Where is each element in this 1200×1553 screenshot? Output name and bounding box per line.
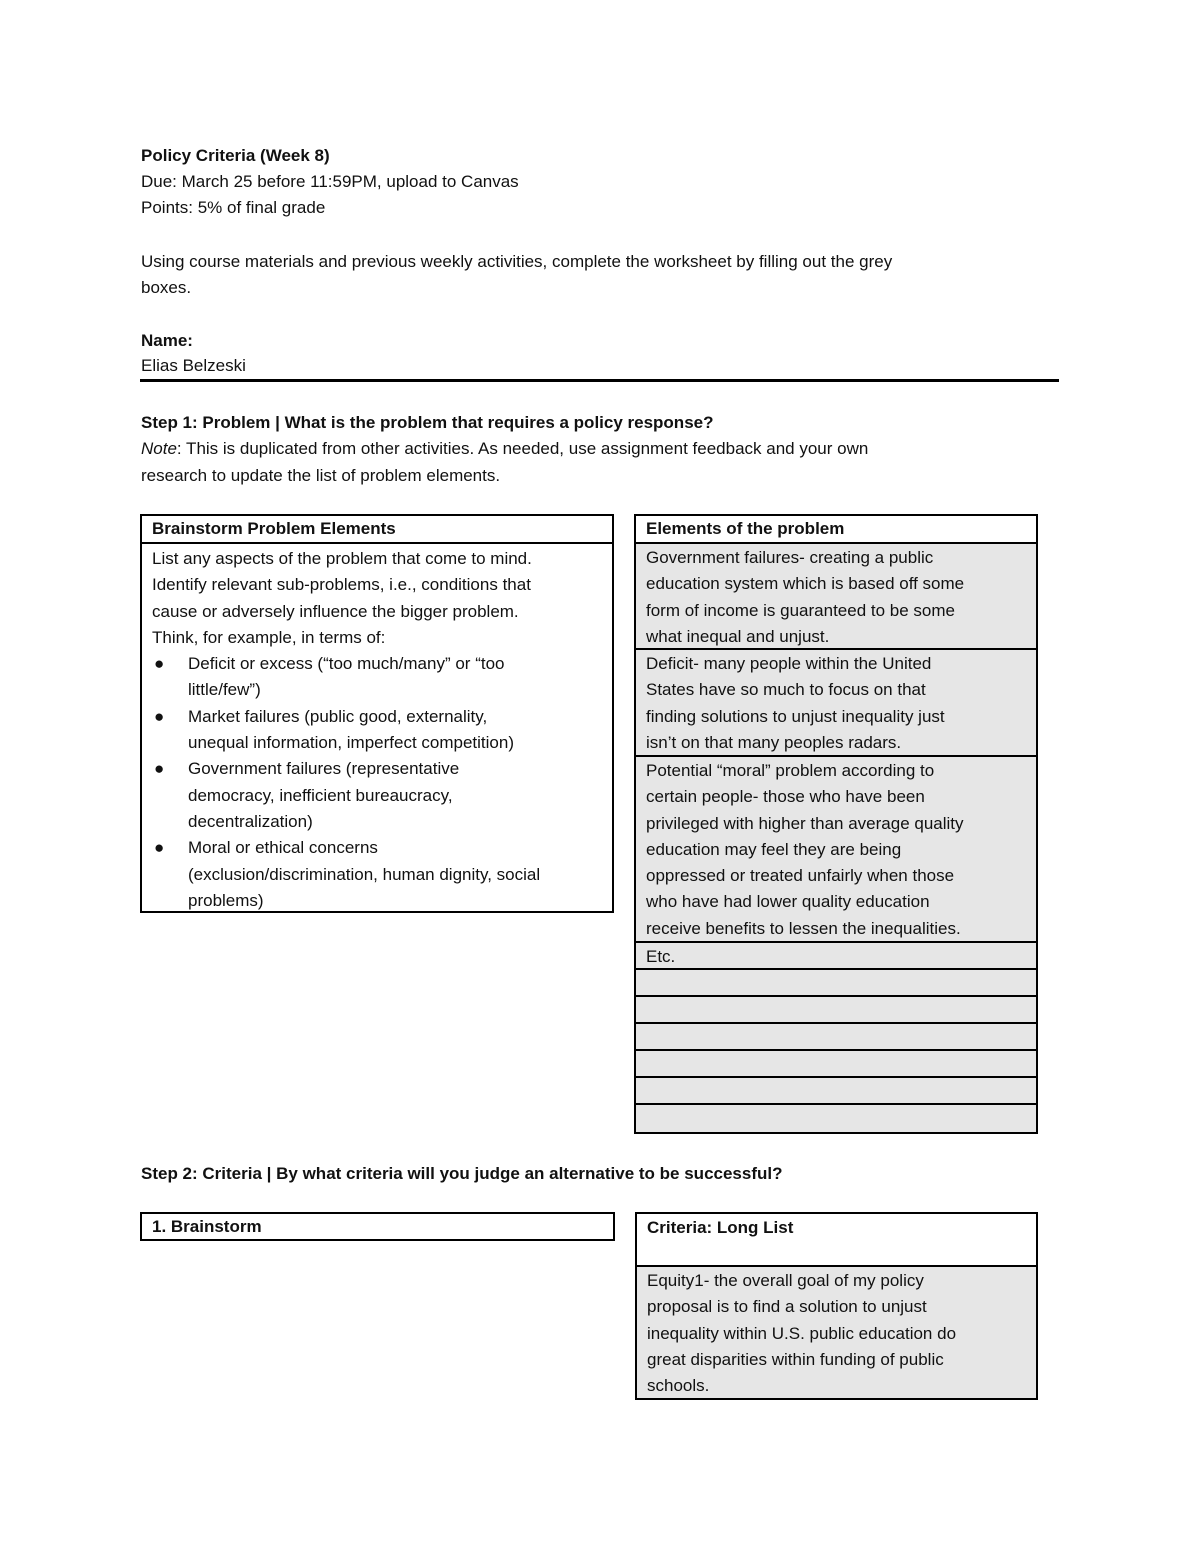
note-label: Note [141, 439, 177, 458]
element-cell-etc[interactable] [636, 943, 1036, 970]
note-text: : This is duplicated from other activities. As needed, use assignment feedback and your own [176, 439, 869, 458]
cell-line: Government failures- creating a public [646, 548, 934, 567]
element-cell-empty[interactable] [636, 1024, 1036, 1051]
cell-line: inequality within U.S. public education do [647, 1323, 957, 1343]
cell-line: education may feel they are being [646, 839, 902, 859]
bullet-item-moral-concerns [152, 835, 602, 914]
name-value: Elias Belzeski [141, 356, 246, 375]
cell-line: form of income is guaranteed to be some [646, 600, 955, 620]
elements-cells [636, 544, 1036, 1132]
cell-line: receive benefits to lessen the inequalities. [646, 918, 961, 938]
element-cell-empty[interactable] [636, 1078, 1036, 1105]
cell-line: Equity1- the overall goal of my policy [647, 1271, 924, 1290]
criteria-cell-equity[interactable] [637, 1267, 1036, 1398]
bullet-item-deficit [152, 651, 602, 704]
step1-note-line-2: research to update the list of problem elements. [141, 466, 501, 485]
name-divider [140, 379, 1059, 382]
criteria-long-list-table [635, 1212, 1038, 1400]
document-title: Policy Criteria (Week 8) [141, 146, 330, 165]
element-cell-government-failures[interactable] [636, 544, 1036, 650]
bullet-line: Moral or ethical concerns [188, 838, 378, 858]
bullet-line: little/few”) [188, 680, 261, 700]
bullet-line: (exclusion/discrimination, human dignity, social [188, 864, 541, 884]
bullet-line: Deficit or excess (“too much/many” or “too [188, 654, 505, 674]
bullet-line: democracy, inefficient bureaucracy, [188, 785, 453, 805]
cell-line: Etc. [646, 947, 676, 966]
bullet-dot-icon: ● [154, 838, 165, 858]
elements-of-problem-table [634, 514, 1038, 1134]
element-cell-moral-problem[interactable] [636, 757, 1036, 943]
criteria-long-list-header: Criteria: Long List [637, 1214, 1036, 1267]
cell-line: isn’t on that many peoples radars. [646, 732, 902, 752]
brainstorm-intro-line: Think, for example, in terms of: [152, 627, 386, 647]
element-cell-empty[interactable] [636, 970, 1036, 997]
cell-line: who have had lower quality education [646, 892, 930, 912]
cell-line: great disparities within funding of public [647, 1349, 944, 1369]
brainstorm-problem-body [142, 544, 612, 914]
element-cell-empty[interactable] [636, 1105, 1036, 1132]
cell-line: States have so much to focus on that [646, 680, 926, 700]
name-label: Name: [141, 331, 193, 350]
bullet-line: Government failures (representative [188, 759, 460, 779]
cell-line: schools. [647, 1376, 710, 1396]
step1-note-line-1 [141, 436, 868, 462]
bullet-line: decentralization) [188, 811, 313, 831]
brainstorm-intro-line: List any aspects of the problem that come to mind. [152, 549, 532, 568]
brainstorm-criteria-box [140, 1212, 615, 1241]
cell-line: certain people- those who have been [646, 787, 925, 807]
cell-line: privileged with higher than average quality [646, 813, 964, 833]
element-cell-deficit[interactable] [636, 650, 1036, 757]
brainstorm-criteria-header: 1. Brainstorm [152, 1217, 262, 1236]
bullet-dot-icon: ● [154, 759, 165, 779]
bullet-dot-icon: ● [154, 654, 165, 674]
cell-line: proposal is to find a solution to unjust [647, 1297, 927, 1317]
instructions-line-2: boxes. [141, 278, 192, 297]
due-date: Due: March 25 before 11:59PM, upload to Canvas [141, 172, 519, 191]
cell-line: finding solutions to unjust inequality just [646, 706, 945, 726]
cell-line: what inequal and unjust. [646, 626, 830, 646]
bullet-line: unequal information, imperfect competition) [188, 733, 514, 753]
brainstorm-bullet-list [152, 651, 602, 914]
points: Points: 5% of final grade [141, 198, 326, 217]
brainstorm-intro-line: cause or adversely influence the bigger problem. [152, 601, 519, 621]
bullet-dot-icon: ● [154, 706, 165, 726]
cell-line: education system which is based off some [646, 574, 965, 594]
brainstorm-intro-line: Identify relevant sub-problems, i.e., conditions that [152, 575, 531, 595]
bullet-line: Market failures (public good, externality, [188, 706, 488, 726]
cell-line: Potential “moral” problem according to [646, 761, 935, 780]
instructions-line-1: Using course materials and previous weekly activities, complete the worksheet by filling out the grey [141, 252, 893, 271]
brainstorm-problem-header: Brainstorm Problem Elements [142, 516, 612, 544]
bullet-line: problems) [188, 890, 264, 910]
cell-line: oppressed or treated unfairly when those [646, 866, 955, 886]
brainstorm-problem-box [140, 514, 614, 913]
bullet-item-government-failures [152, 756, 602, 835]
element-cell-empty[interactable] [636, 997, 1036, 1024]
element-cell-empty[interactable] [636, 1051, 1036, 1078]
step1-heading: Step 1: Problem | What is the problem that requires a policy response? [141, 413, 714, 432]
cell-line: Deficit- many people within the United [646, 654, 932, 673]
bullet-item-market-failures [152, 704, 602, 757]
elements-of-problem-header: Elements of the problem [636, 516, 1036, 544]
step2-heading: Step 2: Criteria | By what criteria will you judge an alternative to be successful? [141, 1164, 783, 1183]
